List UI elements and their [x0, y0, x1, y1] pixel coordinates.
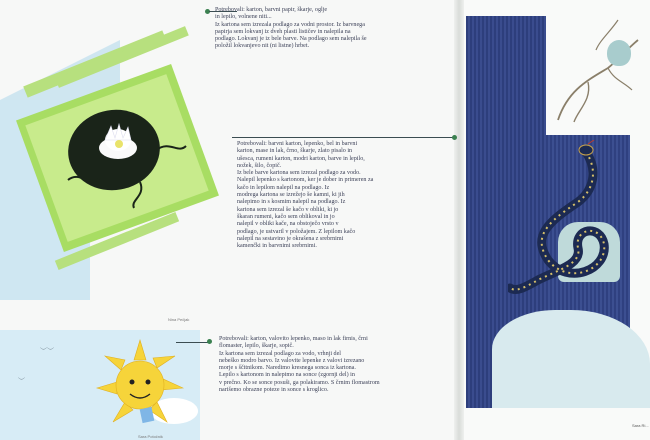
white-lily-flower — [93, 122, 143, 166]
instructions-snake: Potrebovali: barvni karton, lepenko, bel in barvni karton, mase in lak, črno, škarje, zlato pisalo in ušesca, rumeni karton, modri karton, barve in lepilo, nožek, šilo, čopič. Iz bele barve kartona sem izrezal podlago za vodo. Nalepil lepenko s kartonom, ker je dober in primeren za kačo in lepilom nalepil na podlago. Iz modrega kartona se izrežejo še kamni, ki jih nalepimo in s kosmim nalepil na podlago. Iz kartona sem izrezal še kačo v obliki, ki jo škaran rumeni, kačo sem oblikoval in jo nalepil v obliki kače, na obstoječo vrsto v podlago, je ustvaril v položajem. Z lepilom kačo nalepil na sestavino je okrašena z srebrnimi kamenčki in barvnimi srebrnimi. — [237, 141, 374, 250]
lily-craft-photo — [0, 0, 205, 322]
sun-figure — [95, 338, 185, 433]
section-rule — [232, 137, 456, 138]
photo-credit: Nina Pečjak — [168, 317, 190, 322]
instructions-lily: Potrebovali: karton, barvni papir, škarje, oglje in lepilo, volnene niti... Iz kartona sem izrezala podlago za vodni prostor. Iz barvnega papirja sem lokvanj iz dveh plasti lističev in nalepila na podlago. Lokvanj je iz bele barve. Na podlago sem nalepila še položil lokvanjevo nit (ni listne) hrbet. — [215, 7, 367, 50]
ice-shape — [492, 310, 650, 408]
page-credit: Sara Ri... — [632, 423, 649, 428]
bullet-dot — [452, 135, 457, 140]
page-gutter — [454, 0, 464, 440]
instructions-sun: Potrebovali: karton, valovito lepenko, maso in lak firnis, črni flomaster, lepilo, škarje, sopič. Iz kartona sem izrezal podlago za vodo, vrhnji del nebeško modro barvo. Iz valovite lepenke z valovi izrezano morje s ščitnikom. Naredimo kresnega sonca iz kartona. Lepilo s kartonom in nalepimo na sonce (zgornji del) in v prečno. Ko se sonce posuši, ga polakiramo. S črnim flomastrom narišemo obrazne poteze in sonce s kroglico. — [219, 336, 380, 394]
branch-twig — [548, 10, 648, 140]
snake-figure — [508, 140, 630, 310]
photo-credit-sun: Sara Potočnik — [138, 434, 163, 439]
apple-shape — [607, 40, 631, 66]
bullet-rule — [176, 342, 208, 343]
bullet-dot — [207, 339, 212, 344]
